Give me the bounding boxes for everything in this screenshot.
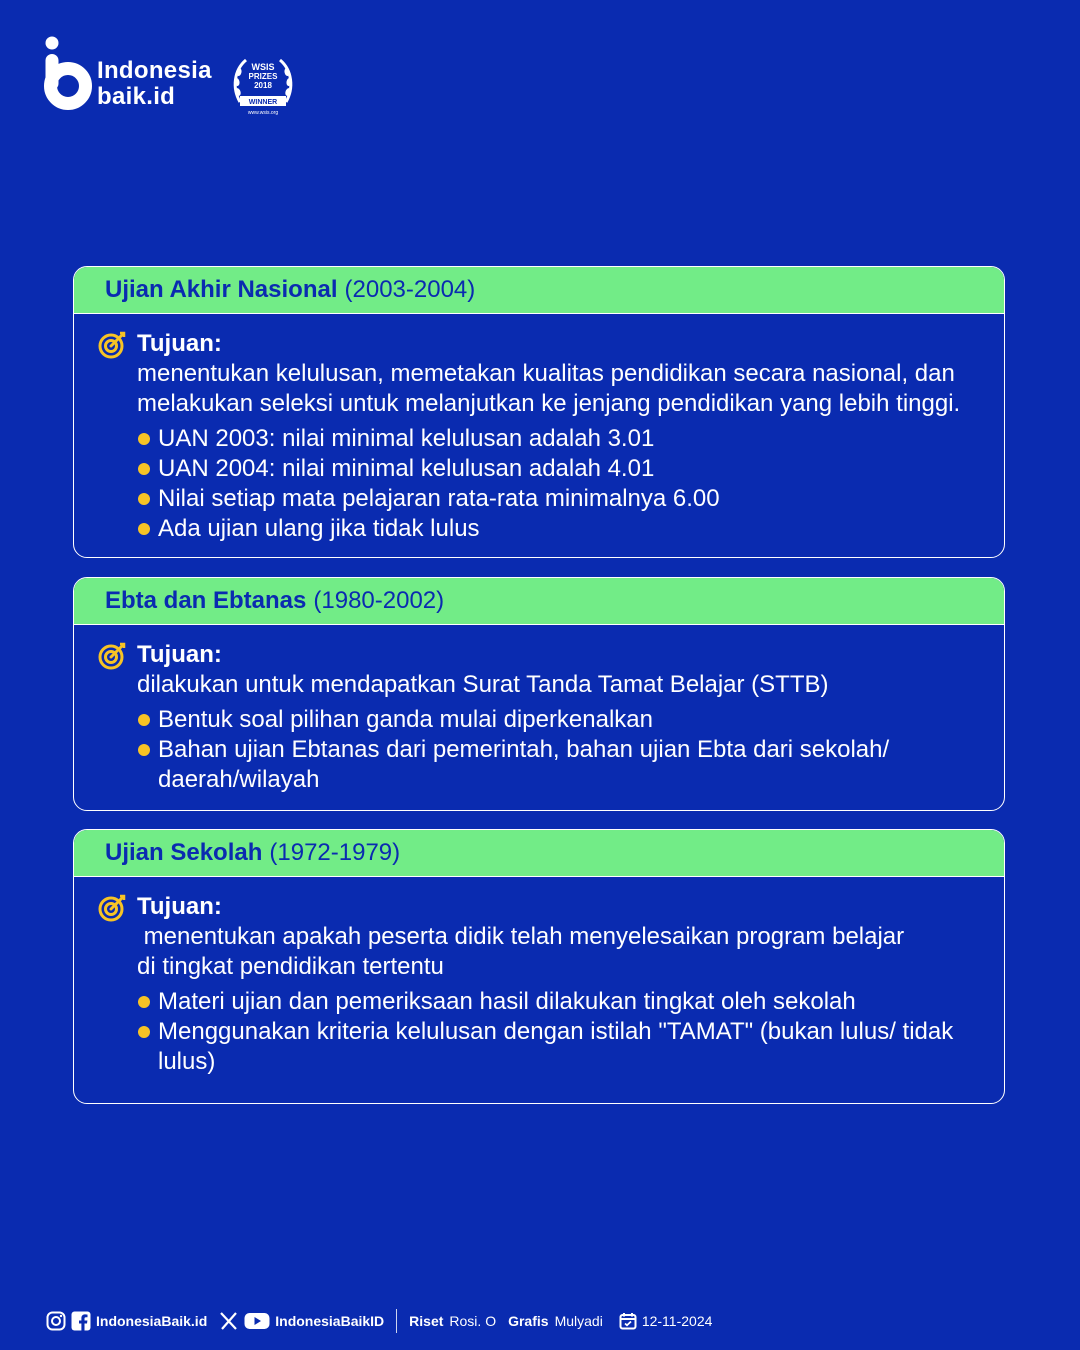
publish-date: 12-11-2024	[641, 1313, 713, 1329]
bullet-list	[137, 987, 992, 1077]
card-title: Ebta dan Ebtanas	[105, 587, 307, 614]
badge-line1: WSIS	[251, 62, 275, 72]
indonesiabaik-logo-icon	[44, 36, 92, 110]
riset-label: Riset	[409, 1313, 444, 1329]
target-icon	[98, 894, 126, 922]
grafis-name: Mulyadi	[554, 1313, 603, 1329]
list-item: Bentuk soal pilihan ganda mulai diperkenalkan	[137, 705, 992, 735]
card-body	[74, 625, 1004, 809]
list-item: Nilai setiap mata pelajaran rata-rata minimalnya 6.00	[137, 484, 992, 514]
goal-label: Tujuan:	[137, 330, 222, 357]
card-ujian-akhir-nasional	[73, 266, 1005, 558]
card-ebta-ebtanas	[73, 577, 1005, 811]
goal-text: menentukan apakah peserta didik telah menyelesaikan program belajar di tingkat pendidikan tertentu	[137, 923, 905, 980]
card-years: (2003-2004)	[344, 276, 476, 303]
target-icon	[98, 642, 126, 670]
card-ujian-sekolah	[73, 829, 1005, 1104]
card-title: Ujian Sekolah	[105, 839, 263, 866]
list-item: Materi ujian dan pemeriksaan hasil dilakukan tingkat oleh sekolah	[137, 987, 992, 1017]
brand-line2: baik.id	[97, 83, 176, 110]
card-header	[74, 267, 1004, 314]
social-handle-2[interactable]: IndonesiaBaikID	[275, 1313, 385, 1329]
bullet-list	[137, 705, 992, 795]
list-item: UAN 2004: nilai minimal kelulusan adalah 4.01	[137, 454, 992, 484]
brand-wordmark	[97, 58, 212, 110]
card-years: (1980-2002)	[313, 587, 445, 614]
brand-logo	[44, 36, 304, 120]
card-body	[74, 314, 1004, 558]
list-item: UAN 2003: nilai minimal kelulusan adalah 3.01	[137, 424, 992, 454]
badge-line4: WINNER	[248, 99, 278, 106]
card-years: (1972-1979)	[269, 839, 401, 866]
goal-label: Tujuan:	[137, 893, 222, 920]
badge-line5: www.wsis.org	[247, 110, 279, 116]
list-item: Bahan ujian Ebtanas dari pemerintah, bahan ujian Ebta dari sekolah/ daerah/wilayah	[137, 735, 992, 795]
calendar-icon	[619, 1312, 637, 1330]
card-header	[74, 830, 1004, 877]
goal-label: Tujuan:	[137, 641, 222, 668]
grafis-label: Grafis	[508, 1313, 549, 1329]
instagram-icon[interactable]	[46, 1311, 66, 1331]
x-icon[interactable]	[219, 1311, 239, 1331]
list-item: Menggunakan kriteria kelulusan dengan istilah "TAMAT" (bukan lulus/ tidak lulus)	[137, 1017, 992, 1077]
facebook-icon[interactable]	[71, 1311, 91, 1331]
social-handle-1[interactable]: IndonesiaBaik.id	[96, 1313, 208, 1329]
brand-line1: Indonesia	[97, 57, 212, 84]
goal-text: menentukan kelulusan, memetakan kualitas pendidikan secara nasional, dan melakukan seleksi untuk melanjutkan ke jenjang pendidikan yang lebih tinggi.	[137, 360, 962, 417]
footer	[46, 1308, 712, 1334]
card-body	[74, 877, 1004, 1091]
badge-line2: PRIZES	[248, 72, 278, 81]
list-item: Ada ujian ulang jika tidak lulus	[137, 514, 992, 544]
footer-divider	[396, 1309, 397, 1333]
badge-line3: 2018	[254, 81, 272, 90]
target-icon	[98, 331, 126, 359]
riset-name: Rosi. O	[449, 1313, 497, 1329]
goal-text: dilakukan untuk mendapatkan Surat Tanda Tamat Belajar (STTB)	[137, 671, 829, 698]
card-header	[74, 578, 1004, 625]
wsis-prize-badge	[230, 52, 296, 118]
youtube-icon[interactable]	[244, 1311, 270, 1331]
bullet-list	[137, 424, 992, 544]
card-title: Ujian Akhir Nasional	[105, 276, 338, 303]
